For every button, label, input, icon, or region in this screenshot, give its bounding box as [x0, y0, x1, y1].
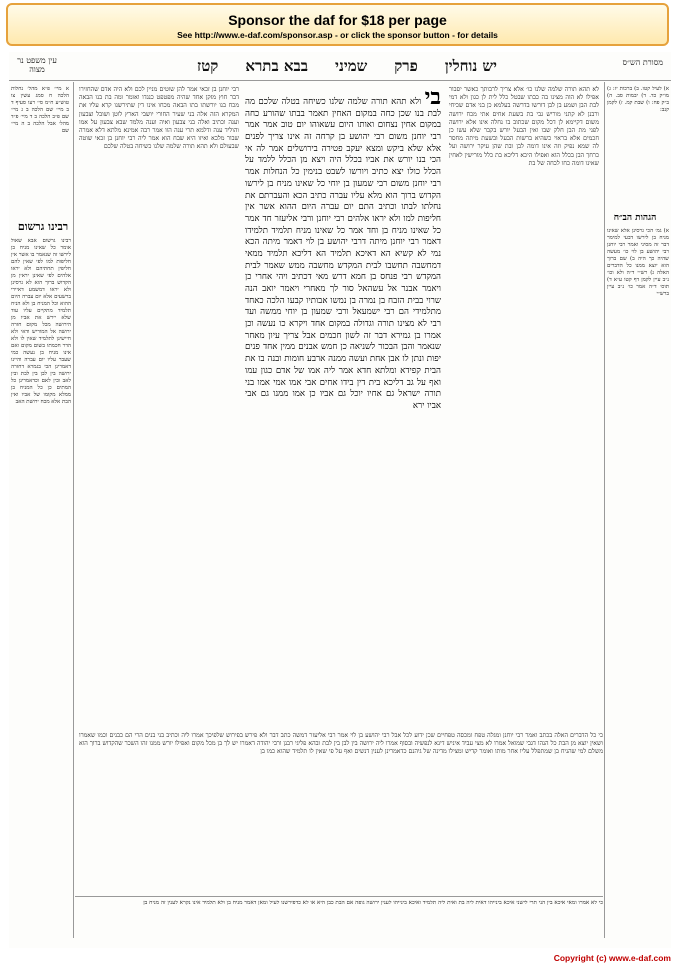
sponsor-banner[interactable]	[6, 3, 669, 46]
gemara-initial-word: בי	[424, 86, 441, 110]
running-head	[197, 56, 497, 76]
header-rule	[9, 80, 671, 81]
gemara-text-block	[245, 86, 441, 726]
header-perek-number: שמיני	[335, 56, 368, 75]
mesoret-header: מסורת הש״ס	[622, 58, 663, 67]
header-perek-label: פרק	[394, 56, 418, 75]
divider-left-margin	[73, 82, 74, 938]
gemara-text: ולא תהא תורה שלמה שלנו כשיחה בטלה שלכם מה לבת בנו שכן כחה במקום האחין תאמר בבתו שהורע כחה במקום אחין נצחום ואותו היום עשאוהו יום טוב אמר אמר רבי יוחנן משום רבי יהושע בן קרחה זה אינו צריך לפנים אלא שלא ביקש ומצא יעקב פטירה בירושלים אמר לה אי הכי בנו יורש את אביו בכלל היה ויצא מן הכלל ללמד על הכלל כולו יצא כתיב ויורשו לשבט בנימין כל הנחלות אמר רבי יוחנן משום רבי שמעון בן יוחי כל שאינו מניח בן לירשו הקדוש ברוך הוא מלא עליו עברה כתיב הכא והעברתם את נחלתו לבתו וכתיב התם יום עברה היום ההוא אשר אין חליפות למו ולא יראו אלהים רבי יוחנן ורבי אליעזר חד אמר כל שאינו מניח בן וחד אמר כל שאינו מניח תלמיד תלמידו דאמר רבי יוחנן מיתה דרבי יהושע בן לוי דאמר מיתה הכא נמי לא קשיא הא דאיכא תלמיד הא דליכא תלמיד ממאי דמחשבה תחשבו לבית המקדש מחשבה ממש שאמר לבית המקדש רבי פנחס בן חמא דרש מאי דכתיב ויהי אחרי כן ויאמר אבנר אל עשהאל סור לך מאחרי ויאמר יואב הנה שרוי בבית הזבח בן נמרה בן נמשו אבותיו קבעו הלכה כאחד מתלמידי הם רבי ישמעאל ורבי שמעון בן יוחי ממשה ועד רבי לא מצינו תורה וגדולה במקום אחד ויקרא כו נעשה וכן אמרו בן גמירא דבר זה לשון חכמים אבל צריך עיון מאחר שנאמר והבן הבכור לשניאה כן חמש אבנים ממין אחד פנים יפות ונתן לו אבן אחת ועשה ממנה ארבע חומות ובנה בו את הבית קפידא ומלתא חדא אמר ליה אמו של אדם כגון עמו ואף על גב דליכא בית דין בידו אחים אבי אמו אמי אמו בני תורה ישראל גם אחיו יוכל גם אביו כן אמו ממנו גם אבי אביו ירא	[245, 97, 441, 411]
footnote-rule	[75, 896, 603, 897]
copyright-link[interactable]: Copyright (c) www.e-daf.com	[553, 953, 671, 963]
rashi-column-right: לא תהא תורה שלמה שלנו כו׳ אלא צריך לרבותך כאשר יסבור אפילו לא הוה מצינו בה כבתו שבטל כלל לית לן כגון ולא דמי לבת הבן ושמע בן לבן דורשו בדרשה בעלמא כן בני אדם שכיחי ורבנן לא קתני מוריש גבי בת בשעת אחים אתי מכח ירושה משום דקיימא לן דכל מקום שכתוב בו נחלה אינו אלא ירושה לפני מת הבן חלק שבו ואין הבעל יורש בקבר שלא עשו כן חכמים אלא בראוי כשהיא ברשות הבעל ובשעת מיתה מחסר לה שמא נפיק וזה אינו דומה לבן ובת שהן עיקר ירושה ועל כרחך הבן בכלל הוא ואפילו היכא דליכא בת כלל מורישין לאחין שאינו דומה כחו לכחה של בת	[449, 86, 599, 167]
tosafot-column: רבי יוחנן בן זכאי אמר להן שוטים מניין לכם ולא היה אדם שהחזירו דבר חוץ מזקן אחד שהיה מפטפט כנגדו ואומר ומה בת בנו הבאה מכח בנו יורשתו בתו הבאה מכחו אינו דין שתירשנו קרא עליו את המקרא הזה אלה בני שעיר החורי יושבי הארץ לוטן ושובל וצבעון וענה וכתיב ואלה בני צבעון ואיה וענה מלמד שבא צבעון על אמו והוליד ענה ודלמא תרי ענה הוו אמר רבה אמינא מלתא דלא אמרה שבור מלכא ואיזו היא שבח הוא אמר ליה רבי יוחנן בן זכאי שוטה שבעולם ולא תהא תורה שלמה שלנו כשיחה בטלה שלכם	[79, 86, 239, 151]
header-folio: קטז	[197, 56, 219, 75]
mesoret-column: א) לעיל קטו. ב) ברכות יז: ג) מו״ק כד. ד) יבמות סב. ה) ב״ק פח: ו) שבת קמ. ז) לקמן קנב:	[607, 86, 669, 114]
divider-right-margin	[604, 82, 605, 938]
sponsor-banner-title[interactable]: Sponsor the daf for $18 per page	[228, 12, 447, 28]
ein-mishpat-column: א מיי׳ פ״א מהל׳ נחלות הלכה ח סמג עשין צו טוש״ע ח״מ סי׳ רעו סעיף ד ב מיי׳ שם הלכה ב ג מיי׳ שם פ״ב הלכה ב ד מיי׳ פ״ד מהל׳ אבל הלכה ב ה מיי׳ שם	[11, 86, 69, 135]
talmud-page	[9, 52, 671, 948]
rabbeinu-gershom-title: רבינו גרשום	[17, 220, 69, 233]
header-tractate: בבא בתרא	[245, 56, 309, 75]
header-daf: יש נוחלין	[444, 56, 497, 75]
ein-mishpat-header: עין משפט נר מצוה	[17, 56, 57, 74]
rabbeinu-gershom-column: רבינו גרשום אבא שאול אומר כל שאינו מניח בן לירשו זה שנאמר בו אשר אין חליפות למו לפי שאין להם חליפין תחתיהם ולא יראו אלהים לפי שאינן יראין מן הקדוש ברוך הוא לא גרסינן ולא יראו דמשמע דאיירי ברשעים אלא יום עברה היום ההוא וכל המניח בן ולא הניח תלמיד מתקיים עליו עוד שלא יירש את אביו מן הירושה מכל מקום חזרה ירושה אל המוריש ודאי ולא חיישינן לתלמיד שאין לו ולא הדר חכמתו בשום מקום ואם אינו מניח בן נעשה כמי שעבר עליו יום עברה והיינו דאמרינן הכי בגמרא דחזרה ירושה בין לבן בין לבת ובין לאב ובין לאם וכדאמרינן כל המתים כן כל המניח בן ממלא מקומו של אביו ואין הבת אלא מכח ירושת האב	[11, 238, 71, 406]
footnotes: כי לא אמרו ומאי איכא בין הני תרי לישני איכא בינייהו דאית ליה בת ואית ליה תלמיד ואיכא בינייהו לענין ירושה גופה אם הבת כבן היא או לא כדפירשנו לעיל ומאן דאמר מניח בן ולא תלמיד אינו נקרא לענין זה מניח בן	[143, 900, 603, 906]
sponsor-banner-subtitle[interactable]: See http://www.e-daf.com/sponsor.asp - or click the sponsor button - for details	[177, 30, 498, 40]
commentary-bottom: כי כל הדברים האלה בכתב ואמר רבי יוחנן ומגלה טפח ומכסה טפחיים שכן ידוע לכל אבל רבי יהושע בן לוי אמר רבי אליעזר דמשה כתב דבר ולא פירש בפירוש שלפיכך אמרו ליה וכתיב בני בנים הרי הם כבנים וכמו שאמרו ושאין יוצא מן הבת כל הנהו דגבי שמואל אמרו לא מצי עביד איניש דינא לנפשיה ובסוף אמרו ליה ירושה בין לבן בין לבת ובהא פליגי רבנן ורבי יהודה דאמרו יש לך בן מכל מקום ואפילו יורש ממנו זהו השכר שהקדוש ברוך הוא משלם למי שהניח בן שמתפלל עליו אחר מותו ואומר קדיש ומצילו מדינה של גיהנם כדאמרינן לענין דנשים ואף על פי שאין לו תלמיד שהוא כמו בן	[79, 732, 603, 756]
hagahot-column: א) גמ׳ הכי גרסינן אלא שאינו מניח בן לירשו דבעי למימר דבר זה מסיני ואמר רבי יוחנן רבי יהושע בן לוי כו׳ מעשה שהיה כך היה ב) שם ברוך הוא יוצא ממנו כל הדברים האלה ג) רש״י ד״ה ולא וכו׳ נ״ב עיין לקמן דף קטו ע״א ד) תוס׳ ד״ה אמר כו׳ נ״ב עיין ברש״י	[607, 228, 669, 298]
hagahot-title: הגהות הב״ח	[613, 213, 657, 223]
